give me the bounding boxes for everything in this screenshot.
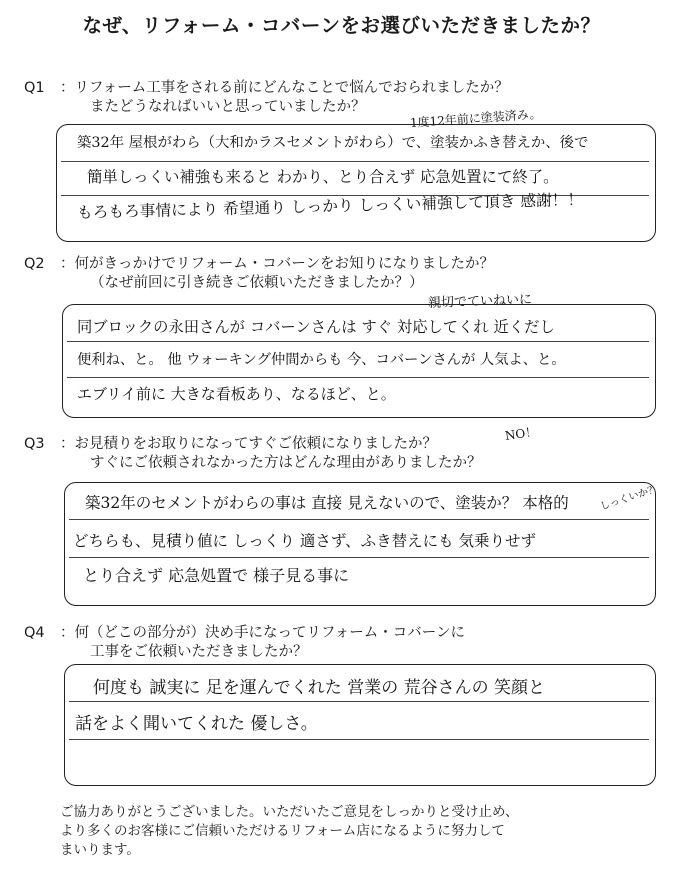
handwritten-answer: 簡単しっくい補強も来ると わかり、とり合えず 応急処置にて終了。 <box>87 168 559 186</box>
answer-line <box>67 341 649 342</box>
question-number: Q1 <box>24 80 45 96</box>
footer-line: より多くのお客様にご信頼いただけるリフォーム店になるように努力して <box>60 823 505 839</box>
answer-line <box>69 739 649 740</box>
answer-box-2 <box>62 304 656 418</box>
handwritten-answer: 築32年 屋根がわら（大和かラスセメントがわら）で、塗装かふき替えか、後で <box>77 135 589 151</box>
question-text: ：何（どこの部分が）決め手になってリフォーム・コバーンに <box>60 625 465 641</box>
handwritten-side-note: しっくいか？ <box>598 483 660 513</box>
answer-box-1 <box>56 124 656 242</box>
answer-line <box>69 557 649 558</box>
answer-line <box>69 701 649 702</box>
footer-line: ご協力ありがとうございました。いただいたご意見をしっかりと受け止め、 <box>60 804 519 820</box>
question-text: ：何がきっかけでリフォーム・コバーンをお知りになりましたか？ <box>60 256 494 272</box>
question-number: Q4 <box>24 625 45 641</box>
question-text-line2: すぐにご依頼されなかった方はどんな理由がありましたか？ <box>90 455 482 471</box>
answer-line <box>61 161 649 162</box>
answer-line <box>69 519 649 520</box>
page-title: なぜ、リフォーム・コバーンをお選びいただきましたか？ <box>82 14 601 37</box>
handwritten-answer: もろもろ事情により 希望通り しっかり しっくい補強して頂き 感謝！！ <box>76 189 584 222</box>
handwritten-answer: とり合えず 応急処置で 様子見る事に <box>83 566 350 585</box>
handwritten-answer: 同ブロックの永田さんが コバーンさんは すぐ 対応してくれ 近くだし <box>77 318 555 336</box>
question-2 <box>24 255 494 293</box>
handwritten-note: 親切でていねいに <box>427 292 533 311</box>
handwritten-answer: 何度も 誠実に 足を運んでくれた 営業の 荒谷さんの 笑顔と <box>93 678 546 698</box>
question-4 <box>24 624 465 662</box>
question-text-line2: またどうなればいいと思っていましたか？ <box>90 99 366 115</box>
handwritten-answer: 便利ね、と。 他 ウォーキング仲間からも 今、コバーンさんが 人気よ、と。 <box>77 352 566 368</box>
handwritten-note: NO！ <box>504 424 539 443</box>
answer-line <box>67 377 649 378</box>
answer-box-3 <box>64 482 656 606</box>
handwritten-answer: 築32年のセメントがわらの事は 直接 見えないので、塗装か？ 本格的 <box>85 494 569 512</box>
footer-line: まいります。 <box>60 842 140 858</box>
handwritten-answer: どちらも、見積り値に しっくり 適さず、ふき替えにも 気乗りせず <box>73 532 537 550</box>
answer-box-4 <box>64 664 656 786</box>
handwritten-note: 1度12年前に塗装済み。 <box>409 106 542 130</box>
question-text: ：リフォーム工事をされる前にどんなことで悩んでおられましたか？ <box>60 80 509 96</box>
footer-message <box>60 803 660 860</box>
question-number: Q2 <box>24 256 45 272</box>
handwritten-answer: エブリイ前に 大きな看板あり、なるほど、と。 <box>77 385 396 403</box>
question-3 <box>24 435 482 473</box>
question-number: Q3 <box>24 436 45 452</box>
question-text-line2: 工事をご依頼いただきましたか？ <box>90 644 308 660</box>
question-text-line2: （なぜ前回に引き続きご依頼いただきましたか？） <box>90 275 424 291</box>
handwritten-answer: 話をよく聞いてくれた 優しさ。 <box>75 714 318 734</box>
question-text: ：お見積りをお取りになってすぐご依頼になりましたか？ <box>60 436 437 452</box>
